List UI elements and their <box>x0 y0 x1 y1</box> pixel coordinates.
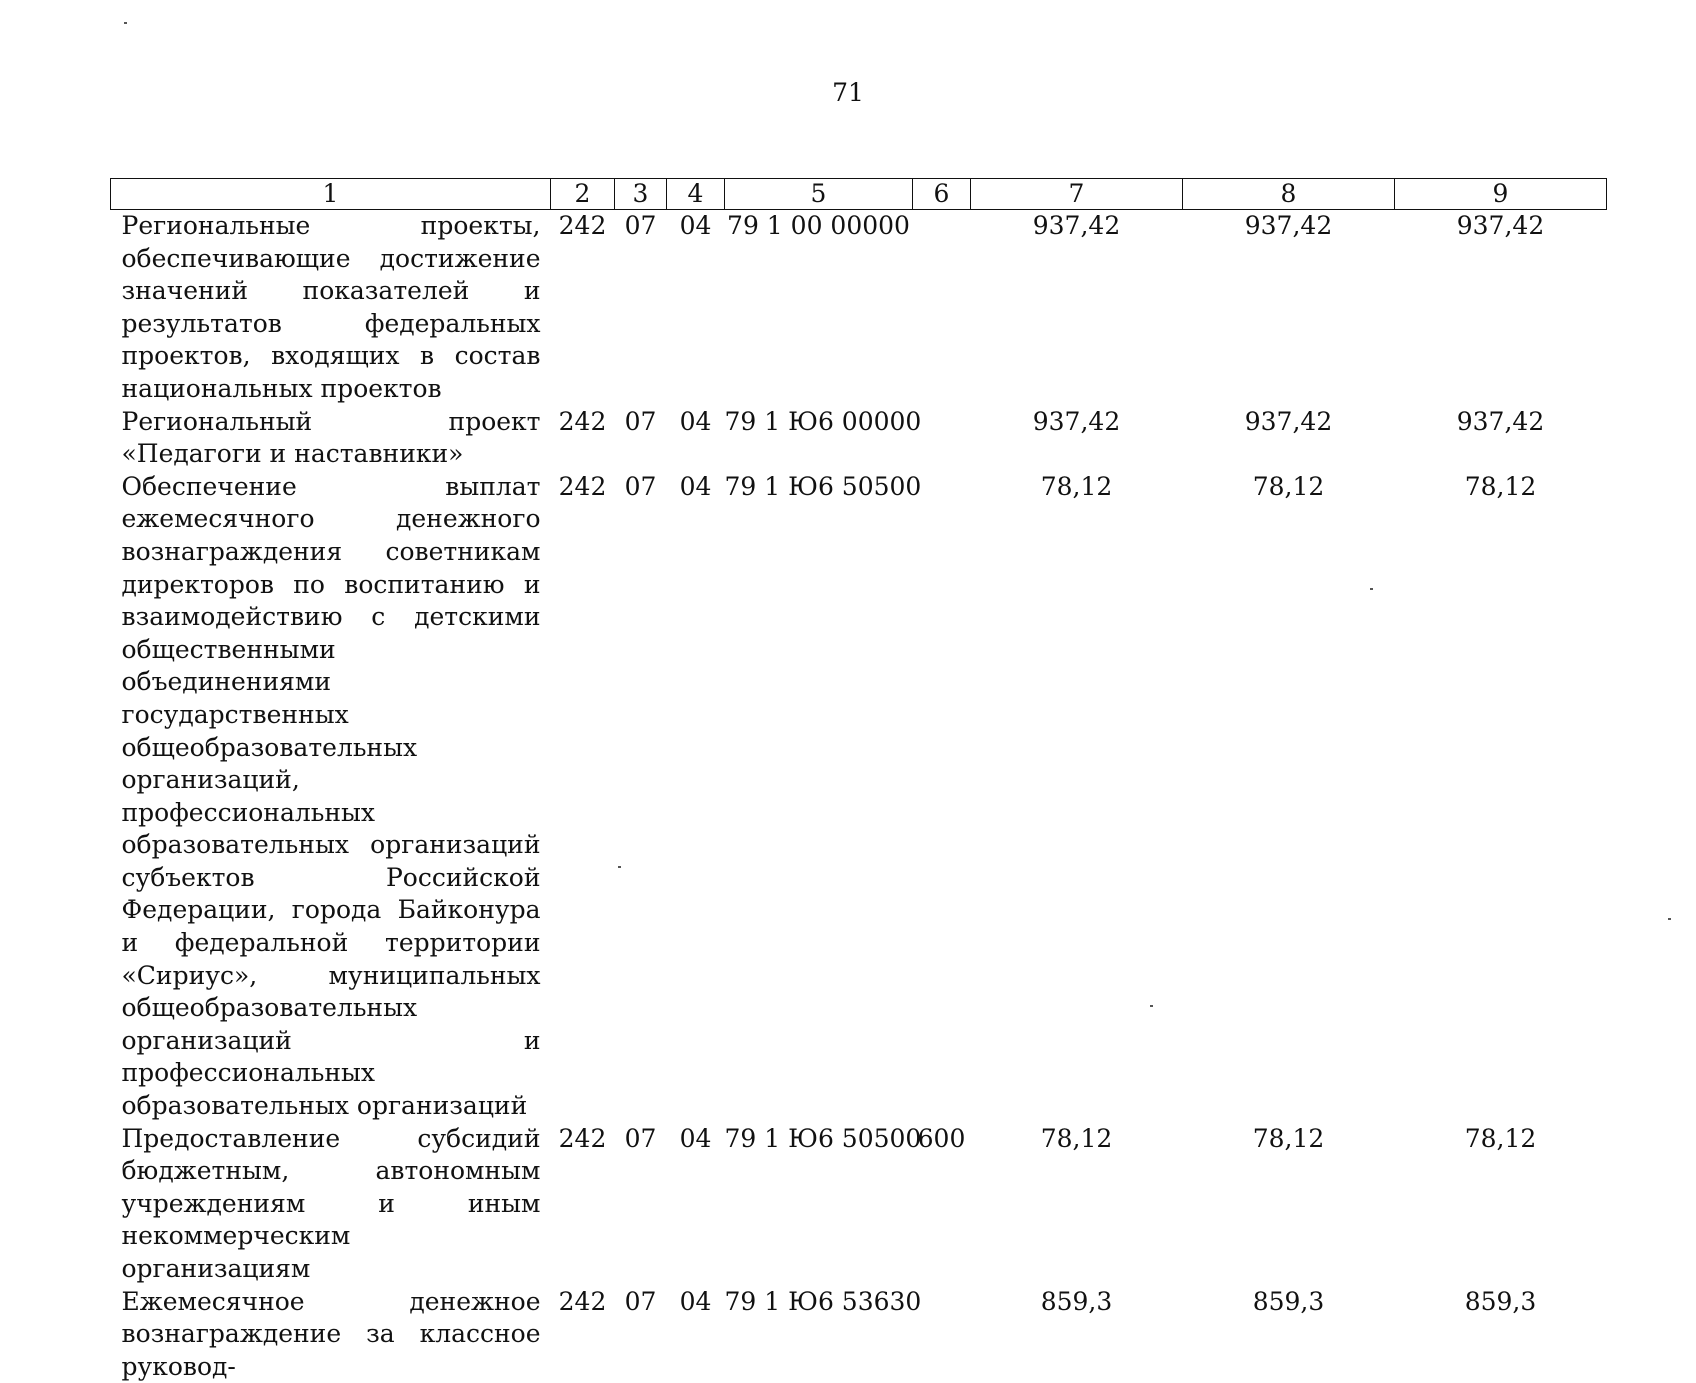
row-code-col4: 04 <box>667 406 725 471</box>
row-value-col7: 78,12 <box>971 471 1183 1123</box>
row-value-col7: 859,3 <box>971 1286 1183 1383</box>
row-code-col5: 79 1 Ю6 53630 <box>725 1286 913 1383</box>
scan-speck <box>618 866 621 868</box>
row-code-col4: 04 <box>667 471 725 1123</box>
row-code-col4: 04 <box>667 210 725 406</box>
table-row <box>111 1286 1607 1383</box>
header-row <box>111 179 1607 210</box>
row-code-col4: 04 <box>667 1123 725 1286</box>
column-header-7: 7 <box>971 179 1183 210</box>
table-row <box>111 1123 1607 1286</box>
scan-speck <box>1668 918 1671 920</box>
column-header-4: 4 <box>667 179 725 210</box>
row-value-col8: 937,42 <box>1183 210 1395 406</box>
scan-speck <box>1370 588 1373 590</box>
row-value-col7: 937,42 <box>971 406 1183 471</box>
row-code-col2: 242 <box>551 1286 615 1383</box>
row-code-col2: 242 <box>551 406 615 471</box>
row-value-col9: 937,42 <box>1395 406 1607 471</box>
row-value-col9: 78,12 <box>1395 471 1607 1123</box>
row-name: Обеспечение выплат ежемесячного денежного вознаграждения советникам директоров по воспитанию и взаимодействию с детскими общественными объединениями государственных общеобразовательных организаций, профессиональных образовательных организаций субъектов Российской Федерации, города Байконура и федеральной территории «Сириус», муниципальных общеобразовательных организаций и профессиональных образовательных организаций <box>111 471 551 1123</box>
row-code-col6: 600 <box>913 1123 971 1286</box>
column-header-3: 3 <box>615 179 667 210</box>
row-value-col8: 859,3 <box>1183 1286 1395 1383</box>
row-code-col2: 242 <box>551 1123 615 1286</box>
column-header-6: 6 <box>913 179 971 210</box>
row-name: Ежемесячное денежное вознаграждение за классное руковод- <box>111 1286 551 1383</box>
row-code-col3: 07 <box>615 1286 667 1383</box>
row-code-col2: 242 <box>551 471 615 1123</box>
column-header-8: 8 <box>1183 179 1395 210</box>
row-name: Региональный проект «Педагоги и наставники» <box>111 406 551 471</box>
row-code-col5: 79 1 00 00000 <box>725 210 913 406</box>
column-header-1: 1 <box>111 179 551 210</box>
row-value-col9: 937,42 <box>1395 210 1607 406</box>
row-code-col4: 04 <box>667 1286 725 1383</box>
row-code-col3: 07 <box>615 210 667 406</box>
column-header-5: 5 <box>725 179 913 210</box>
row-code-col6 <box>913 1286 971 1383</box>
row-code-col5: 79 1 Ю6 50500 <box>725 471 913 1123</box>
row-value-col7: 78,12 <box>971 1123 1183 1286</box>
table-row <box>111 210 1607 406</box>
row-value-col9: 78,12 <box>1395 1123 1607 1286</box>
row-code-col6 <box>913 471 971 1123</box>
table-row <box>111 406 1607 471</box>
row-value-col8: 937,42 <box>1183 406 1395 471</box>
row-code-col3: 07 <box>615 406 667 471</box>
scan-speck <box>124 22 127 24</box>
budget-table-container <box>110 178 1606 1383</box>
column-header-9: 9 <box>1395 179 1607 210</box>
row-name: Региональные проекты, обеспечивающие достижение значений показателей и результатов федеральных проектов, входящих в состав национальных проектов <box>111 210 551 406</box>
row-value-col8: 78,12 <box>1183 1123 1395 1286</box>
scan-speck <box>1150 1005 1153 1007</box>
row-value-col9: 859,3 <box>1395 1286 1607 1383</box>
row-code-col3: 07 <box>615 1123 667 1286</box>
row-code-col3: 07 <box>615 471 667 1123</box>
row-value-col7: 937,42 <box>971 210 1183 406</box>
budget-table <box>110 178 1607 1383</box>
table-body <box>111 210 1607 1383</box>
table-row <box>111 471 1607 1123</box>
row-code-col2: 242 <box>551 210 615 406</box>
row-value-col8: 78,12 <box>1183 471 1395 1123</box>
row-code-col5: 79 1 Ю6 00000 <box>725 406 913 471</box>
row-code-col5: 79 1 Ю6 50500 <box>725 1123 913 1286</box>
page-number: 71 <box>0 78 1696 108</box>
row-name: Предоставление субсидий бюджетным, автономным учреждениям и иным некоммерческим организациям <box>111 1123 551 1286</box>
column-header-2: 2 <box>551 179 615 210</box>
table-header <box>111 179 1607 210</box>
row-code-col6 <box>913 406 971 471</box>
row-code-col6 <box>913 210 971 406</box>
